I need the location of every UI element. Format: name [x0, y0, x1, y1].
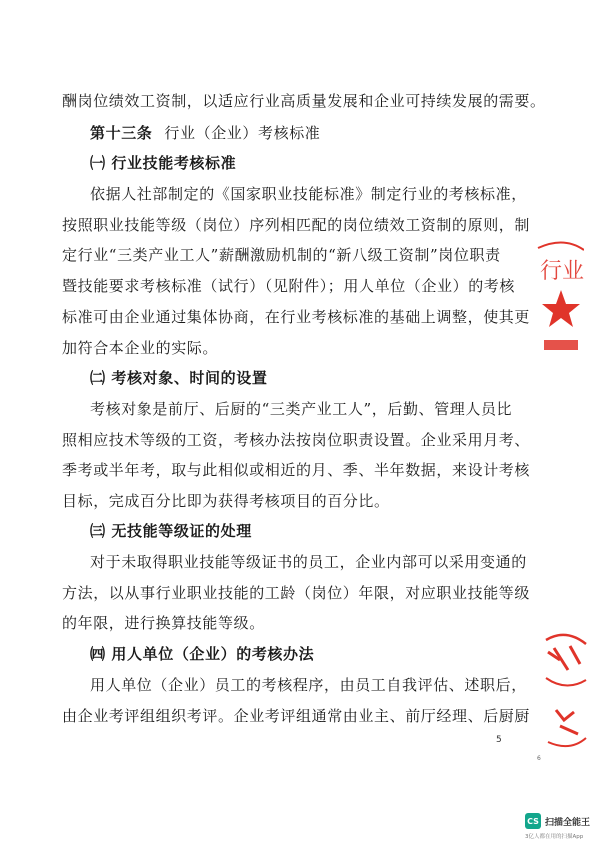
section-heading: ㈡ 考核对象、时间的设置	[90, 369, 268, 387]
body-line: 依据人社部制定的《国家职业技能标准》制定行业的考核标准，	[90, 185, 527, 203]
body-line: 目标，完成百分比即为获得考核项目的百分比。	[62, 492, 390, 510]
seal-text: 行业	[540, 259, 584, 284]
body-line: 方法，以从事行业职业技能的工龄（岗位）年限，对应职业技能等级	[62, 584, 531, 602]
page-number: 5	[496, 735, 502, 745]
body-line: 由企业考评组组织考评。企业考评组通常由业主、前厅经理、后厨厨	[62, 707, 531, 725]
body-line: 考核对象是前厅、后厨的“三类产业工人”，后勤、管理人员比	[90, 400, 513, 418]
body-line: 对于未取得职业技能等级证书的员工，企业内部可以采用变通的	[90, 553, 527, 571]
body-line: 定行业“三类产业工人”薪酬激励机制的“新八级工资制”岗位职责	[62, 246, 501, 264]
body-line: 用人单位（企业）员工的考核程序，由员工自我评估、述职后，	[90, 676, 527, 694]
star-icon	[542, 290, 580, 327]
brand-name: 扫描全能王	[545, 817, 591, 828]
article-title: 行业（企业）考核标准	[164, 124, 321, 142]
camscanner-logo-icon: CS	[525, 813, 541, 829]
body-line: 暨技能要求考核标准（试行）（见附件）；用人单位（企业）的考核	[62, 277, 516, 295]
section-heading: ㈠ 行业技能考核标准	[90, 154, 237, 172]
body-line: 酬岗位绩效工资制，以适应行业高质量发展和企业可持续发展的需要。	[62, 92, 546, 110]
page-number-small: 6	[537, 755, 541, 762]
brand-tagline: 3亿人都在用的扫描App	[525, 834, 584, 840]
article-label: 第十三条	[90, 124, 153, 142]
body-line: 的年限，进行换算技能等级。	[62, 614, 265, 632]
body-line: 照相应技术等级的工资，考核办法按岗位职责设置。企业采用月考、	[62, 431, 531, 449]
scanner-watermark	[525, 813, 590, 829]
seal-stamp-bottom	[540, 630, 588, 750]
body-line: 按照职业技能等级（岗位）序列相匹配的岗位绩效工资制的原则，制	[62, 216, 531, 234]
seal-stamp-top	[534, 240, 584, 380]
section-heading: ㈣ 用人单位（企业）的考核办法	[90, 645, 315, 663]
body-line: 加符合本企业的实际。	[62, 339, 219, 357]
body-line: 季考或半年考，取与此相似或相近的月、季、半年数据，来设计考核	[62, 461, 531, 479]
body-line: 标准可由企业通过集体协商，在行业考核标准的基础上调整，使其更	[62, 308, 531, 326]
section-heading: ㈢ 无技能等级证的处理	[90, 522, 252, 540]
article-heading	[90, 123, 320, 143]
